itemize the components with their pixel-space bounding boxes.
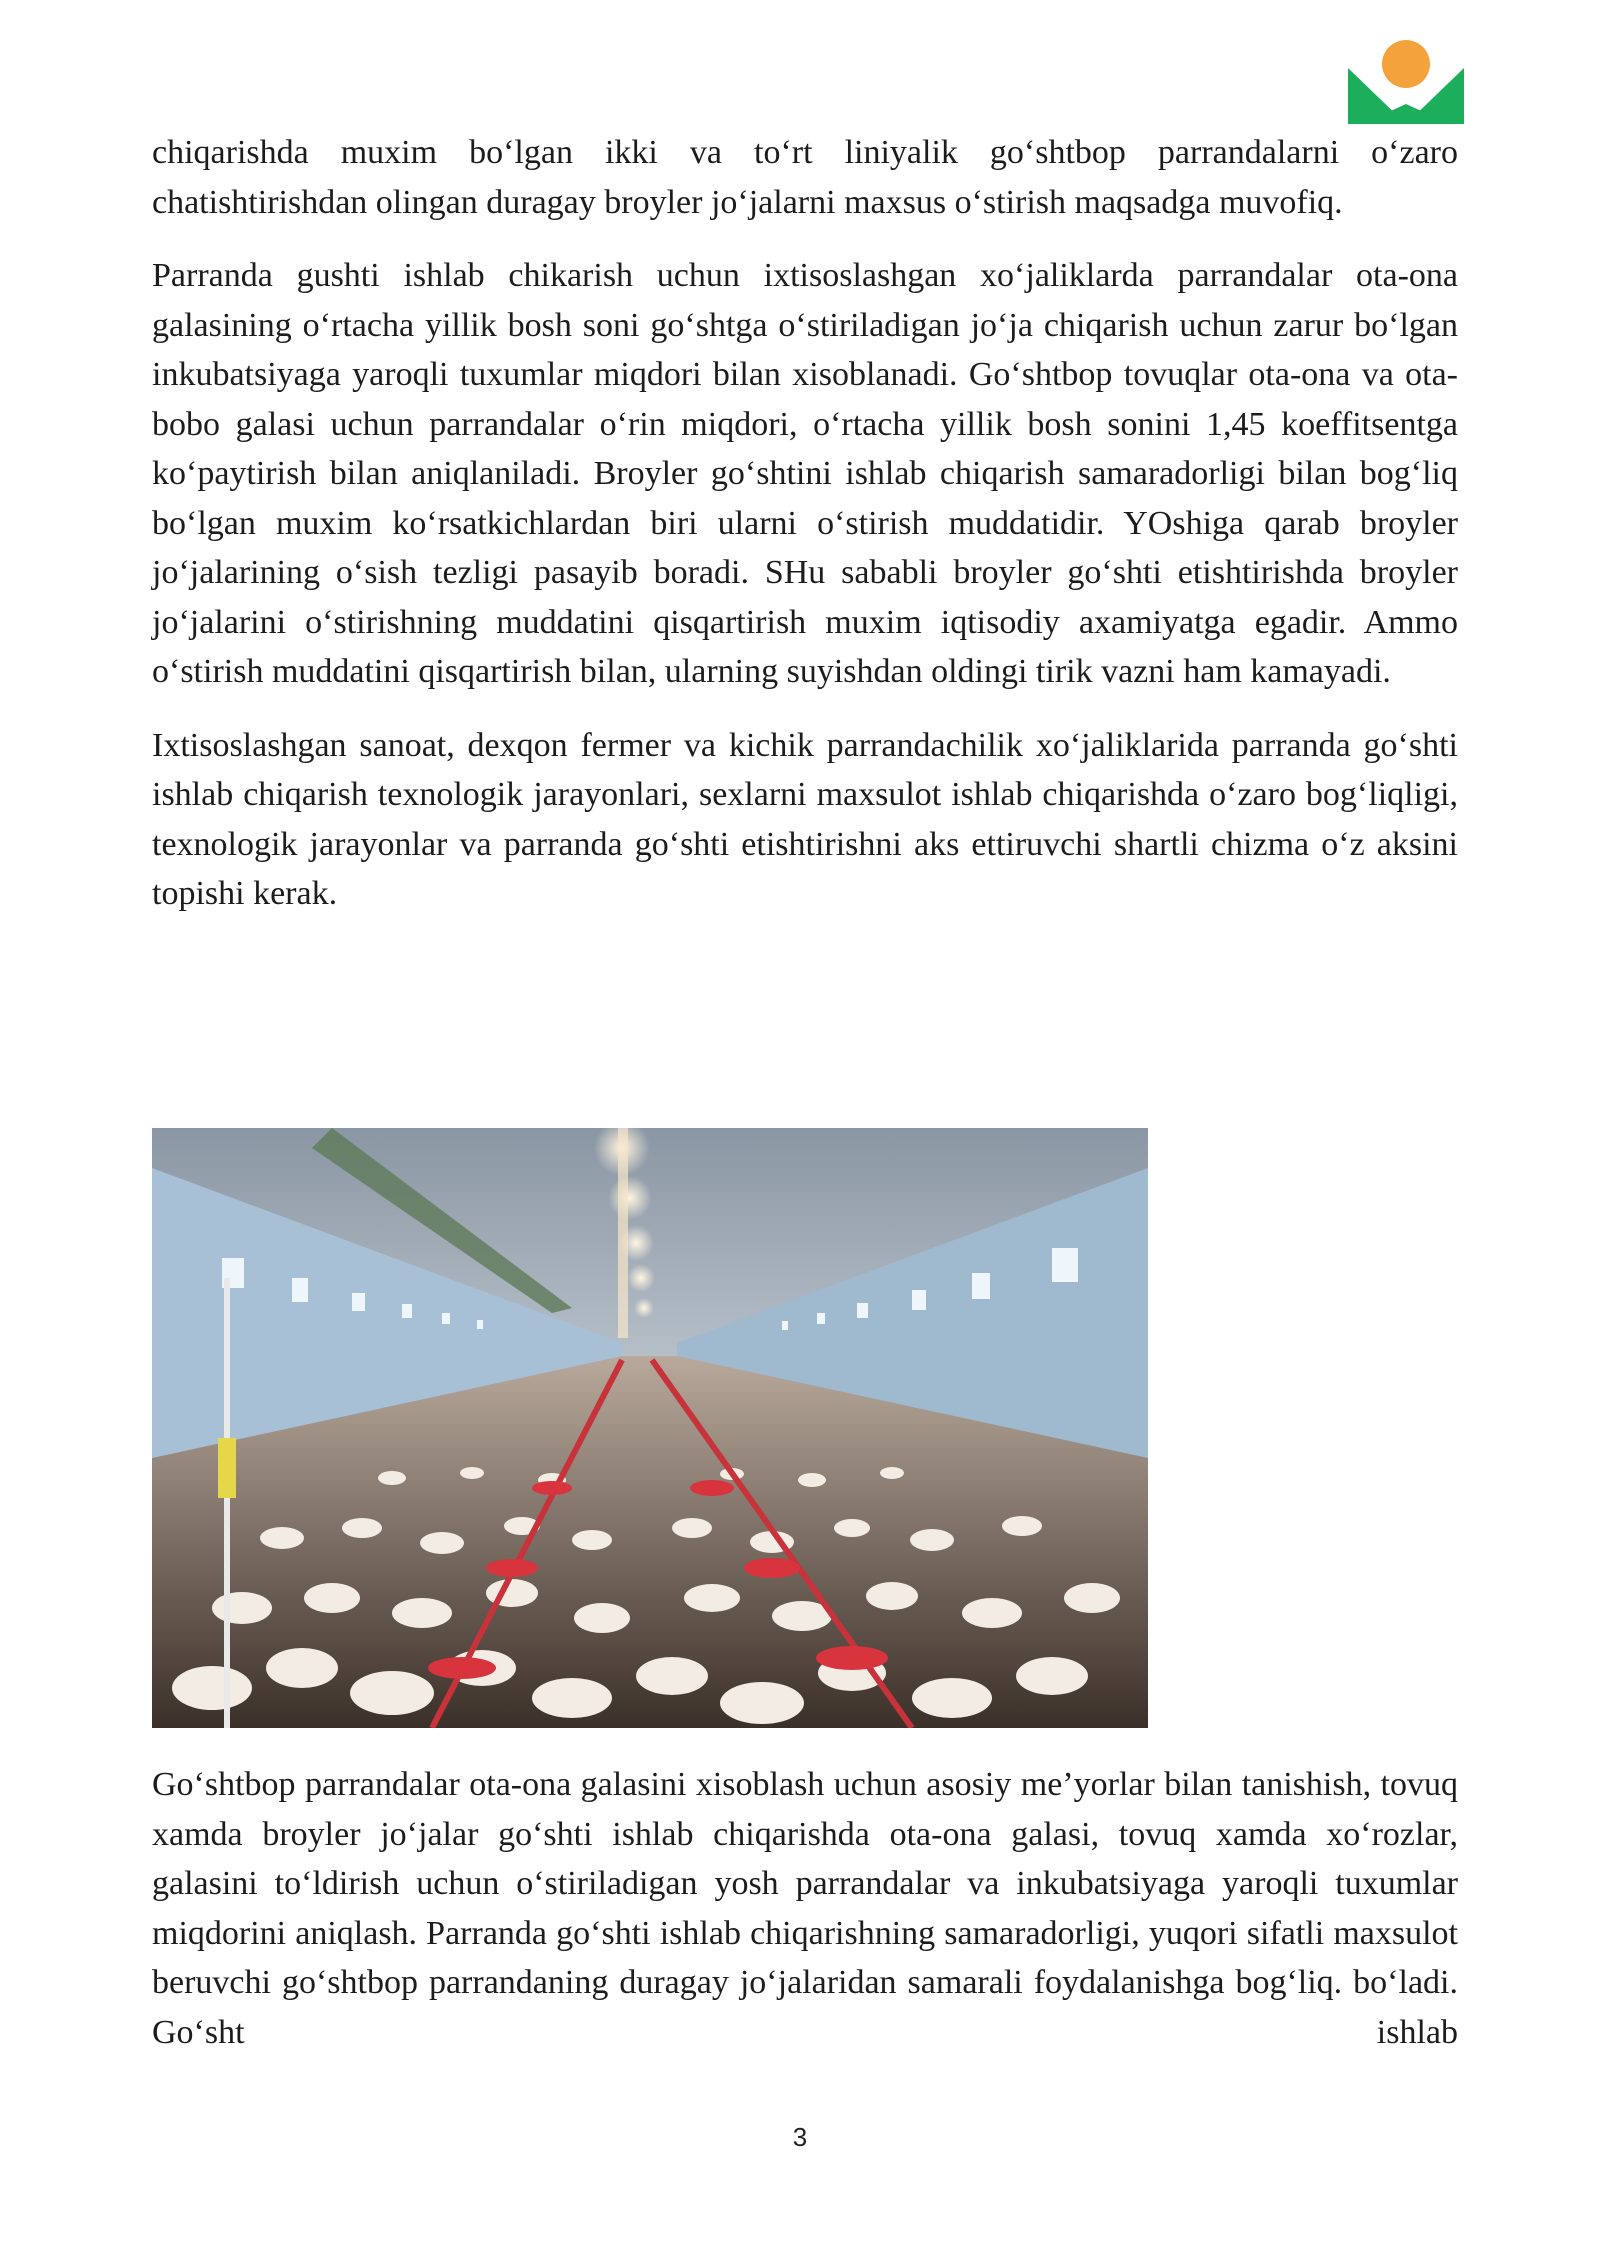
body-text-top [152, 128, 1458, 943]
body-text-bottom [152, 1760, 1458, 2081]
poultry-house-photo [152, 1128, 1148, 1728]
paragraph-3: Ixtisoslashgan sanoat, dexqon fermer va kichik parrandachilik xo‘jaliklarida parranda go‘shti ishlab chiqarish texnologik jarayonlari, sexlarni maxsulot ishlab chiqarishda o‘zaro bog‘liqligi, texnologik jarayonlar va parranda go‘shti etishtirishni aks ettiruvchi shartli chizma o‘z aksini topishi kerak. [152, 726, 1458, 912]
paragraph-1: chiqarishda muxim bo‘lgan ikki va to‘rt liniyalik go‘shtbop parrandalarni o‘zaro chatishtirishdan olingan duragay broyler jo‘jalarni maxsus o‘stirish maqsadga muvofiq. [152, 134, 1458, 221]
page-number: 3 [792, 2122, 808, 2152]
paragraph-2: Parranda gushti ishlab chikarish uchun ixtisoslashgan xo‘jaliklarda parrandalar ota-ona galasining o‘rtacha yillik bosh soni go‘shtga o‘stiriladigan jo‘ja chiqarish uchun zarur bo‘lgan inkubatsiyaga yaroqli tuxumlar miqdori bilan xisoblanadi. Go‘shtbop tovuqlar ota-ona va ota-bobo galasi uchun parrandalar o‘rin miqdori, o‘rtacha yillik bosh sonini 1,45 koeffitsentga ko‘paytirish bilan aniqlaniladi. Broyler go‘shtini ishlab chiqarish samaradorligi bilan bog‘liq bo‘lgan muxim ko‘rsatkichlardan biri ularni o‘stirish muddatidir. YOshiga qarab broyler jo‘jalarining o‘sish tezligi pasayib boradi. SHu sababli broyler go‘shti etishtirishda broyler jo‘jalarini o‘stirishning muddatini qisqartirish muxim iqtisodiy axamiyatga egadir. Ammo o‘stirish muddatini qisqartirish bilan, ularning suyishdan oldingi tirik vazni ham kamayadi. [152, 257, 1458, 690]
paragraph-4: Go‘shtbop parrandalar ota-ona galasini xisoblash uchun asosiy me’yorlar bilan tanishish, tovuq xamda broyler jo‘jalar go‘shti ishlab chiqarishda ota-ona galasi, tovuq xamda xo‘rozlar, galasini to‘ldirish uchun o‘stiriladigan yosh parrandalar va inkubatsiyaga yaroqli tuxumlar miqdorini aniqlash. Parranda go‘shti ishlab chiqarishning samaradorligi, yuqori sifatli maxsulot beruvchi go‘shtbop parrandaning duragay jo‘jalaridan samarali foydalanishga bog‘liq. bo‘ladi. Go‘sht ishlab [152, 1766, 1458, 2051]
publisher-logo-icon [1348, 38, 1464, 130]
